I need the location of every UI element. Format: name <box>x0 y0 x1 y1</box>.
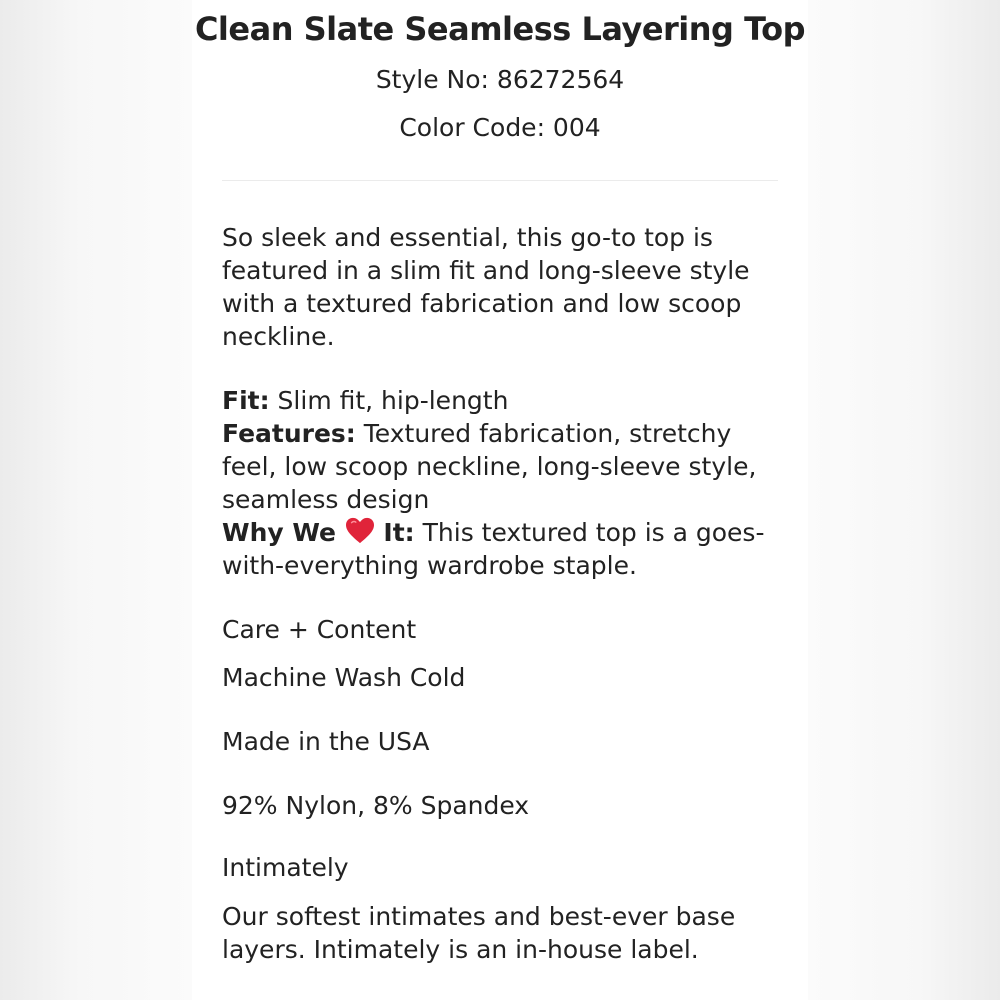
care-content-heading: Care + Content <box>222 615 417 644</box>
brand-description: Our softest intimates and best-ever base layers. Intimately is an in-house label. <box>222 902 736 964</box>
why-we-love-it-row <box>222 516 782 582</box>
product-details-panel <box>192 0 808 1000</box>
features-value: Textured fabrication, stretchy feel, low scoop neckline, long-sleeve style, seamless design <box>222 419 757 514</box>
product-title: Clean Slate Seamless Layering Top <box>194 10 806 48</box>
style-number: Style No: 86272564 <box>375 65 625 94</box>
fit-row <box>222 384 782 417</box>
color-code: Color Code: 004 <box>399 113 601 142</box>
product-description: So sleek and essential, this go-to top is featured in a slim fit and long-sleeve style with a textured fabrication and low scoop neckline. <box>222 223 750 351</box>
section-divider <box>222 180 778 181</box>
why-label-start: Why We <box>222 518 345 547</box>
wash-instructions: Machine Wash Cold <box>222 663 466 692</box>
heart-icon <box>345 517 375 545</box>
why-value: This textured top is a goes-with-everything wardrobe staple. <box>222 518 765 580</box>
fit-label: Fit: <box>222 386 270 415</box>
features-label: Features: <box>222 419 356 448</box>
fabric-content: 92% Nylon, 8% Spandex <box>222 791 530 820</box>
country-of-origin: Made in the USA <box>222 727 430 756</box>
features-row <box>222 417 782 516</box>
product-details <box>222 384 782 582</box>
why-label <box>222 518 415 547</box>
fit-value: Slim fit, hip-length <box>269 386 509 415</box>
brand-name: Intimately <box>222 853 349 882</box>
why-label-end: It: <box>374 518 415 547</box>
